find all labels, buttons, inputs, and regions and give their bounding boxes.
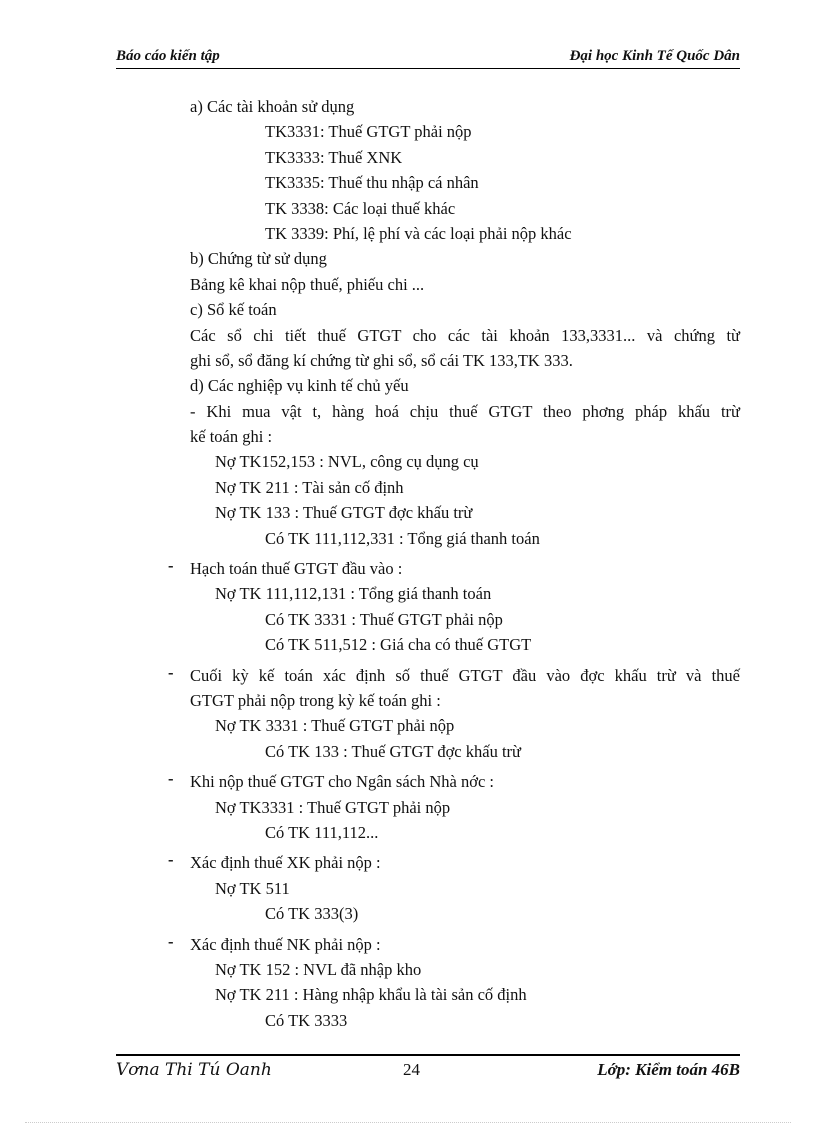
text-line: ghi sổ, sổ đăng kí chứng từ ghi sổ, sổ cái TK 133,TK 333. (190, 350, 573, 370)
text-line: kế toán ghi : (190, 427, 273, 447)
text-line: Nợ TK3331 : Thuế GTGT phải nộp (215, 797, 451, 817)
bullet-line: - Xác định thuế XK phải nộp : (190, 850, 740, 875)
text-line: TK3335: Thuế thu nhập cá nhân (265, 173, 479, 193)
footer-author: Vơna Thi Tú Oanh (116, 1060, 272, 1080)
text-line: Nợ TK 511 (215, 878, 290, 898)
footer-class: Lớp: Kiểm toán 46B (597, 1060, 740, 1079)
text-line: Có TK 333(3) (265, 904, 359, 924)
document-body (190, 94, 740, 1033)
text-line: TK3333: Thuế XNK (265, 147, 403, 167)
page-number: 24 (403, 1060, 420, 1079)
page-footer (116, 1054, 740, 1082)
text-line: GTGT phải nộp trong kỳ kế toán ghi : (190, 690, 441, 710)
text-line: Nợ TK 111,112,131 : Tổng giá thanh toán (215, 584, 492, 604)
text-line: TK 3338: Các loại thuế khác (265, 198, 456, 218)
text-line: Nợ TK 211 : Hàng nhập khẩu là tài sản cố định (215, 985, 527, 1005)
text-line: d) Các nghiệp vụ kinh tế chủ yếu (190, 376, 409, 396)
text-line: Có TK 133 : Thuế GTGT đợc khấu trừ (265, 741, 521, 761)
text-line: a) Các tài khoản sử dụng (190, 97, 355, 116)
text-line: Nợ TK 211 : Tài sản cố định (215, 477, 404, 497)
text-line: - Khi mua vật t, hàng hoá chịu thuế GTGT theo phơng pháp khấu trừ (190, 401, 740, 421)
text-line: Nợ TK 3331 : Thuế GTGT phải nộp (215, 716, 455, 736)
header-left-text: Báo cáo kiến tập (116, 48, 220, 64)
text-line: Có TK 3331 : Thuế GTGT phải nộp (265, 609, 503, 629)
text-line: Có TK 111,112,331 : Tổng giá thanh toán (265, 528, 540, 548)
text-line: TK3331: Thuế GTGT phải nộp (265, 122, 472, 142)
bullet-line: - Cuối kỳ kế toán xác định số thuế GTGT đầu vào đợc khấu trừ và thuế (190, 663, 740, 688)
text-line: Nợ TK 152 : NVL đã nhập kho (215, 959, 422, 979)
text-line: Các sổ chi tiết thuế GTGT cho các tài khoản 133,3331... và chứng từ (190, 325, 740, 345)
text-line: Có TK 511,512 : Giá cha có thuế GTGT (265, 635, 532, 655)
text-line: Nợ TK 133 : Thuế GTGT đợc khấu trừ (215, 503, 473, 523)
header-right-text: Đại học Kinh Tế Quốc Dân (569, 48, 740, 64)
bullet-line: - Xác định thuế NK phải nộp : (190, 932, 740, 957)
text-line: b) Chứng từ sử dụng (190, 249, 327, 269)
page-header (116, 48, 740, 69)
text-line: TK 3339: Phí, lệ phí và các loại phải nộp khác (265, 223, 572, 243)
text-line: Nợ TK152,153 : NVL, công cụ dụng cụ (215, 452, 479, 472)
bullet-line: - Hạch toán thuế GTGT đầu vào : (190, 556, 740, 581)
text-line: Bảng kê khai nộp thuế, phiếu chi ... (190, 274, 425, 294)
bullet-line: - Khi nộp thuế GTGT cho Ngân sách Nhà nớc : (190, 769, 740, 794)
text-line: Có TK 111,112... (265, 822, 379, 842)
text-line: Có TK 3333 (265, 1010, 348, 1030)
text-line: c) Sổ kế toán (190, 300, 277, 320)
